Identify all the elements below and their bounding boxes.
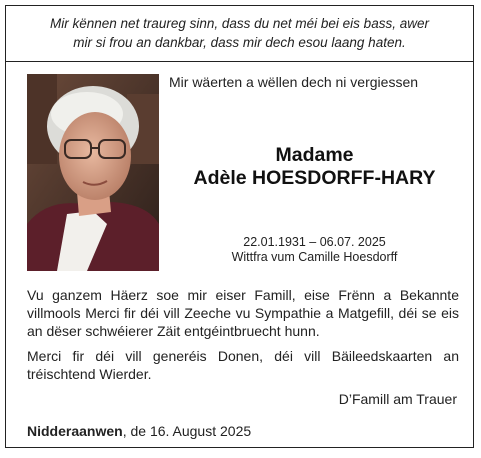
memory-line: Mir wäerten a wëllen dech ni vergiessen [169,74,419,90]
place-date [27,423,251,439]
deceased-details [166,235,463,265]
portrait-photo-image [27,74,159,271]
thanks-paragraph: Vu ganzem Häerz soe mir eiser Famill, eise Frënn a Bekannte villmools Merci fir déi vill Zeeche vu Sympathie a Matgefill, déi se eis an dëser schwéierer Zäit entgéintbruecht hunn. [27,287,459,339]
obituary-notice [5,5,474,448]
portrait-photo [27,74,159,271]
opening-quote [16,14,463,52]
divider [6,61,473,62]
quote-line-2: mir si frou an dankbar, dass mir dech esou laang haten. [73,35,406,50]
date-text: , de 16. August 2025 [122,423,252,439]
deceased-name: Adèle HOESDORFF-HARY [193,167,436,189]
widow-of: Wittfra vum Camille Hoesdorff [231,250,398,264]
family-signature: D’Famill am Trauer [338,391,457,407]
place-name: Nidderaanwen [27,423,123,439]
life-dates: 22.01.1931 – 06.07. 2025 [243,235,386,249]
quote-line-1: Mir kënnen net traureg sinn, dass du net méi bei eis bass, awer [50,16,429,31]
deceased-title [166,144,463,190]
donations-paragraph: Merci fir déi vill generéis Donen, déi vill Bäileedskaarten an tréischtend Wierder. [27,348,459,382]
salutation: Madame [275,144,354,166]
